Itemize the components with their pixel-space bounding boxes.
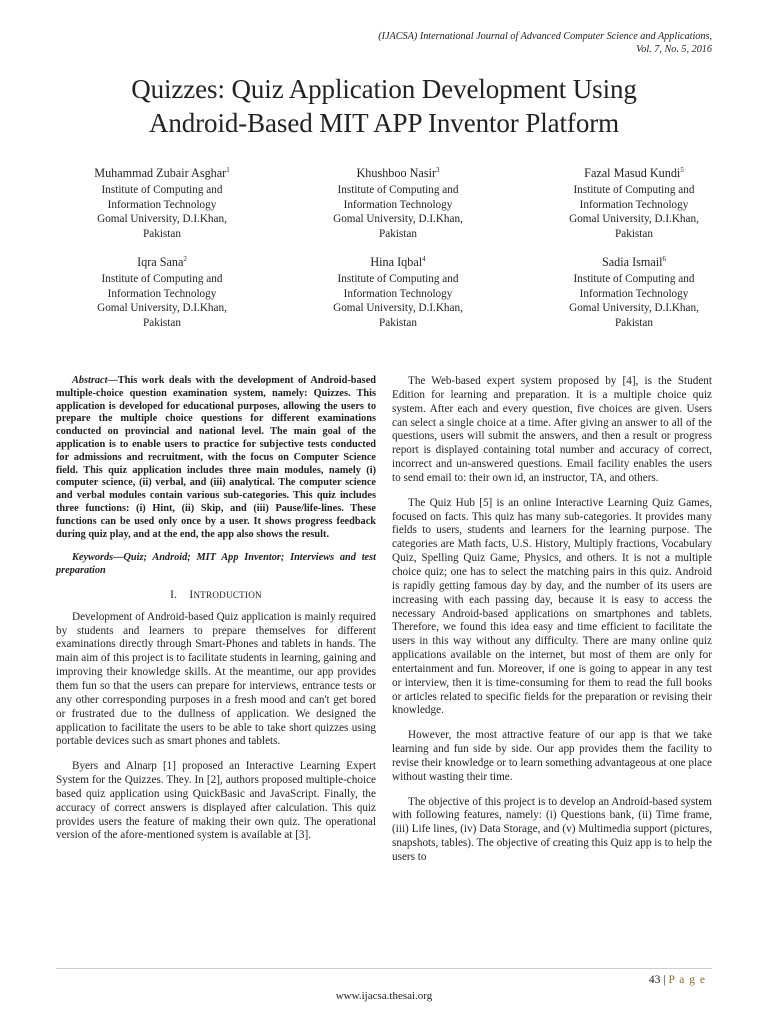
- author-card: [516, 255, 752, 330]
- page-number-separator: |: [663, 974, 666, 986]
- affiliation-line: Institute of Computing and: [337, 184, 459, 197]
- author-name: Iqra Sana: [137, 255, 184, 270]
- author-card: [516, 166, 752, 241]
- affiliation-line: Information Technology: [579, 198, 689, 211]
- author-name: Sadia Ismail: [601, 255, 663, 270]
- journal-website: www.ijacsa.thesai.org: [335, 990, 433, 1002]
- page-label: P a g e: [668, 974, 706, 986]
- author-index: 2: [183, 254, 187, 263]
- affiliation-line: Gomal University, D.I.Khan,: [569, 213, 699, 226]
- affiliation-line: Institute of Computing and: [573, 273, 695, 286]
- affiliation-line: Gomal University, D.I.Khan,: [333, 213, 463, 226]
- body-paragraph: The objective of this project is to develop an Android-based system with following features, namely: (i) Questions bank, (ii) Time frame, (iii) Life lines, (iv) Data Storage, and (v) Multimedia support (pictures, snapshots, tables). The objective of creating this Quiz app is to help the users to: [392, 795, 712, 863]
- affiliation-line: Information Technology: [579, 287, 689, 300]
- affiliation-line: Gomal University, D.I.Khan,: [97, 213, 227, 226]
- author-index: 5: [680, 165, 684, 174]
- affiliation-line: Gomal University, D.I.Khan,: [333, 302, 463, 315]
- affiliation-line: Pakistan: [615, 227, 653, 240]
- abstract-text: —This work deals with the development of Android-based multiple-choice question examination system, namely: Quizzes. This application is developed for educational purposes, allowing the users to prepare the multiple choice questions for different examinations conducted on provincial and national level. The main goal of the application is to enable users to practice for subjective tests conducted for admissions and recruitment, with the focus on Computer Science field. This quiz application includes three main modules, namely (i) computer science, (ii) verbal, and (iii) analytical. The computer science and verbal modules contain various sub-categories. This quiz includes three functions: (i) Hint, (ii) Skip, and (iii) Pause/life-lines. These functions can be used only once by a user. It shows progress feedback during quiz play, and at the end, the app also shows the result.: [56, 375, 376, 540]
- page-number: [649, 974, 706, 986]
- title-line-2: Android-Based MIT APP Inventor Platform: [148, 108, 620, 138]
- paper-title: [60, 72, 708, 140]
- affiliation-line: Pakistan: [379, 316, 417, 329]
- body-paragraph: The Web-based expert system proposed by [4], is the Student Edition for learning and preparation. It is a multiple choice quiz system. After each and every question, five choices are given. Users can select a single choice at a time. After giving an answer to all of the questions, users will submit the answers, and then a result or progress report is displayed containing total number and accuracy of correct, incorrect and un-answered questions. Email facility enables the users to send email to: their own id, an instructor, TA, and others.: [392, 375, 712, 484]
- author-name: Muhammad Zubair Asghar: [94, 166, 227, 180]
- title-line-1: Quizzes: Quiz Application Development Using: [131, 74, 637, 104]
- affiliation-line: Gomal University, D.I.Khan,: [569, 302, 699, 315]
- author-index: 1: [226, 165, 230, 174]
- author-block: [44, 166, 724, 330]
- affiliation-line: Institute of Computing and: [337, 273, 459, 286]
- body-paragraph: However, the most attractive feature of our app is that we take learning and fun side by side. Our app provides them the facility to revise their knowledge or to learn something advantageous at one place without wasting their time.: [392, 729, 712, 783]
- journal-volume: Vol. 7, No. 5, 2016: [636, 44, 712, 55]
- journal-header: [292, 30, 712, 56]
- affiliation-line: Pakistan: [143, 227, 181, 240]
- affiliation-line: Information Technology: [343, 198, 453, 211]
- section-title-rest: NTRODUCTION: [193, 589, 262, 600]
- affiliation-line: Information Technology: [107, 287, 217, 300]
- affiliation-line: Information Technology: [343, 287, 453, 300]
- footer-divider: [56, 968, 712, 969]
- author-index: 3: [436, 165, 440, 174]
- author-card: [44, 166, 280, 241]
- author-name: Khushboo Nasir: [356, 166, 437, 180]
- abstract: [56, 375, 376, 541]
- affiliation-line: Information Technology: [107, 198, 217, 211]
- author-index: 6: [662, 254, 667, 263]
- section-heading: [56, 589, 376, 603]
- author-card: [280, 166, 516, 241]
- body-paragraph: Development of Android-based Quiz application is mainly required by students and learners to prepare themselves for different examinations directly through Smart-Phones and tablets in hands. The main aim of this project is to facilitate students in learning, gaining and improving their knowledge skills. At the meantime, our app provides them fun so that the users can prepare for interviews, entrance tests or any other corresponding purposes in a fresh mood and can't get bored or frustrated due to the dullness of application. We designed the application to facilitate the users to be able to take short quizzes using portable devices such as smart phones and tablets.: [56, 610, 376, 748]
- author-card: [280, 255, 516, 330]
- section-number: I.: [170, 588, 178, 601]
- page-number-value: 43: [648, 974, 661, 986]
- affiliation-line: Institute of Computing and: [101, 273, 223, 286]
- author-card: [44, 255, 280, 330]
- affiliation-line: Gomal University, D.I.Khan,: [97, 302, 227, 315]
- abstract-label: Abstract: [72, 375, 108, 386]
- affiliation-line: Institute of Computing and: [573, 184, 695, 197]
- body-paragraph: Byers and Alnarp [1] proposed an Interactive Learning Expert System for the Quizzes. They. In [2], authors proposed multiple-choice based quiz application using QuickBasic and JavaScript. Finally, the accuracy of correct answers is displayed after calculation. This quiz provides users the feature of making their own quiz. The operational version of the afore-mentioned system is available at [3].: [56, 760, 376, 842]
- affiliation-line: Institute of Computing and: [101, 184, 223, 197]
- affiliation-line: Pakistan: [379, 227, 417, 240]
- left-column: [56, 375, 376, 854]
- right-column: [392, 375, 712, 876]
- author-name: Fazal Masud Kundi: [584, 166, 681, 180]
- author-index: 4: [422, 254, 426, 263]
- author-name: Hina Iqbal: [370, 255, 423, 270]
- affiliation-line: Pakistan: [143, 316, 181, 329]
- affiliation-line: Pakistan: [615, 316, 653, 329]
- body-paragraph: The Quiz Hub [5] is an online Interactive Learning Quiz Games, focused on facts. This quiz has many sub-categories. It provides many fields to users, students and learners for the learning purpose. The categories are Math facts, U.S. History, Multiply fractions, Vocabulary Quiz, Spelling Quiz Game, Physics, and others. It is not a multiple choice quiz; one has to select the matching pairs in this quiz. Android is rapidly getting famous day by day, and the number of its users are increasing with each passing day, because it is easy to access the necessary Android-based applications on smartphones and tablets. Therefore, we found this idea easy and time efficient to facilitate the users in this way without any difficulty. There are many online quiz applications available on the internet, but most of them are only for entertainment and fun. Moreover, if one is going to appear in any test or interview, then it is time-consuming for them to read the full books or articles related to specific fields for the preparation or revising their knowledge.: [392, 496, 712, 717]
- keywords: Keywords—Quiz; Android; MIT App Inventor; Interviews and test preparation: [56, 552, 376, 577]
- journal-name: (IJACSA) International Journal of Advanced Computer Science and Applications,: [378, 31, 712, 42]
- section-first-letter: I: [189, 588, 194, 601]
